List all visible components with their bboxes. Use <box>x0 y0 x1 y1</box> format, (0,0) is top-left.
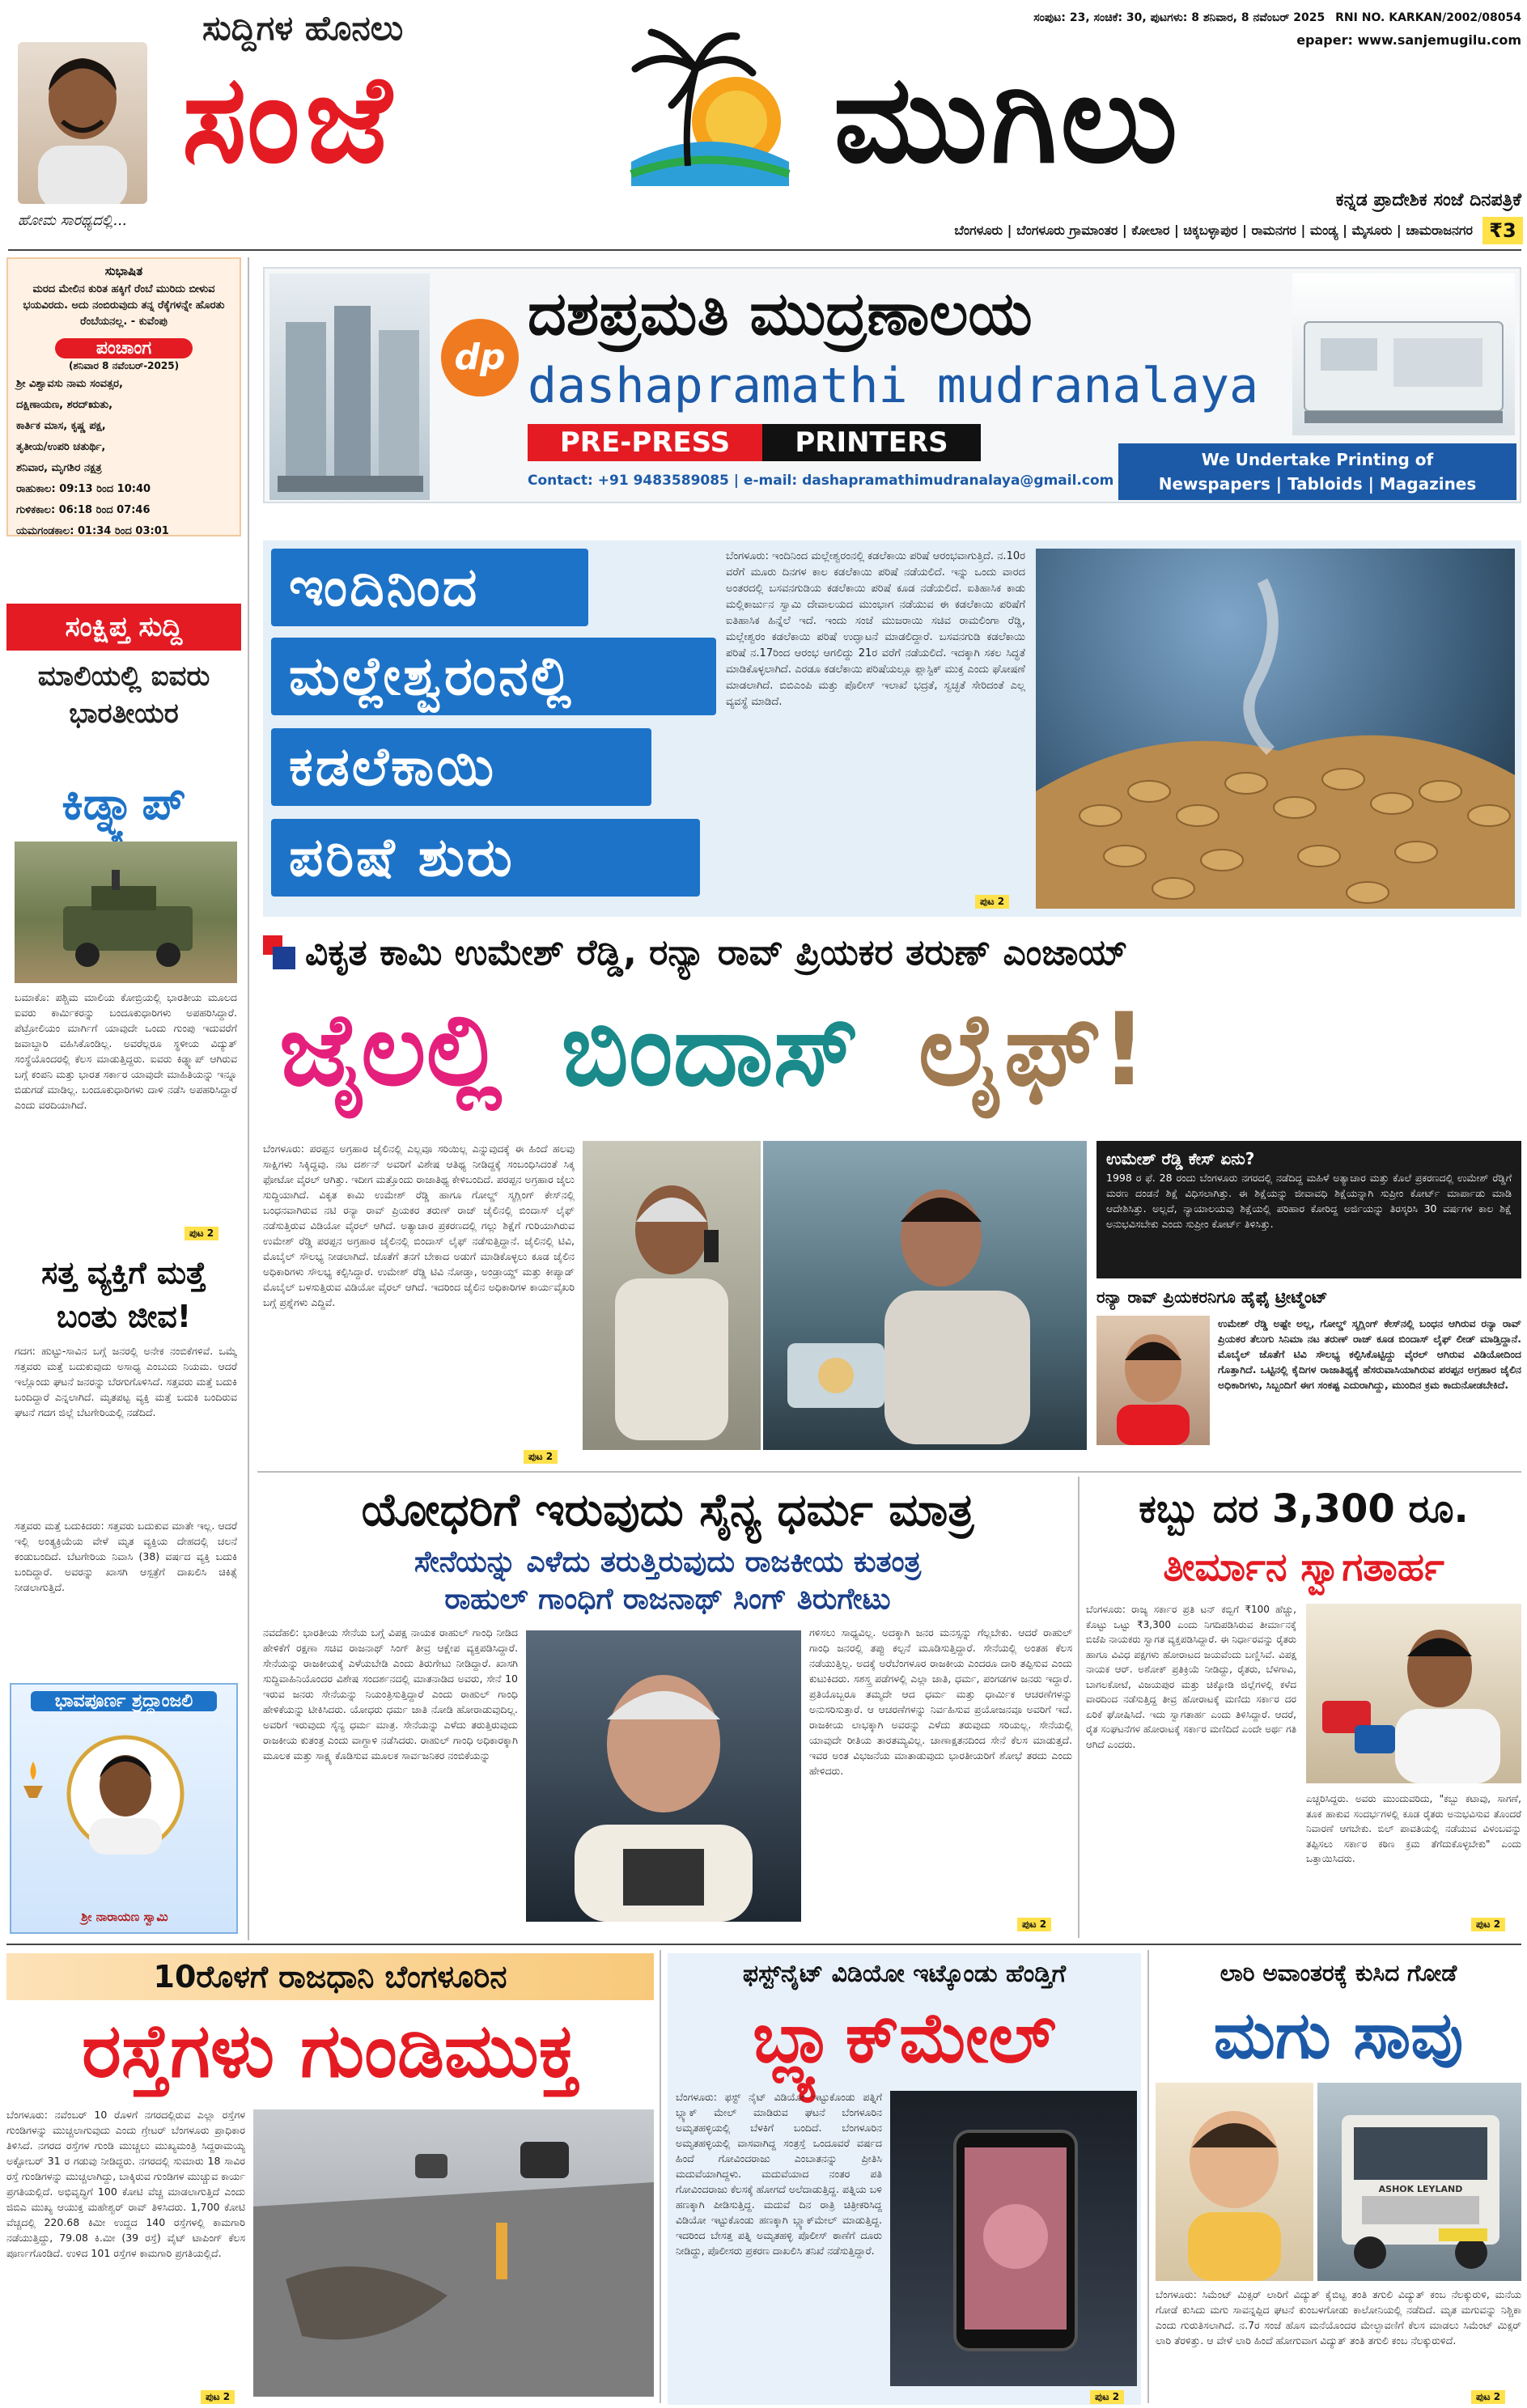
brief1-photo <box>15 842 237 983</box>
case-box-text: 1998 ರ ಫೆ. 28 ರಂದು ಬೆಂಗಳೂರು ನಗರದಲ್ಲಿ ನಡೆದಿದ್ದ ಮಹಿಳೆ ಅತ್ಯಾಚಾರ ಮತ್ತು ಕೊಲೆ ಪ್ರಕರಣದಲ್ಲಿ ಉಮೇಶ್ ರೆಡ್ಡಿಗೆ ಮರಣ ದಂಡನೆ ಶಿಕ್ಷೆ ವಿಧಿಸಲಾಗಿತ್ತು. ಈ ಶಿಕ್ಷೆಯನ್ನು ಜೀವಾವಧಿ ಶಿಕ್ಷೆಯನ್ನಾಗಿ ಸುಪ್ರೀಂ ಕೋರ್ಟ್ ಮಾರ್ಪಾಡು ಮಾಡಿ ಆದೇಶಿಸಿತ್ತು. ಅಲ್ಲದೆ, ನ್ಯಾಯಾಲಯವು ಶಿಕ್ಷೆಯಲ್ಲಿ ಪರಿಹಾರ ಕೋರಿದ್ದ ಅರ್ಜಿಯನ್ನು ತಿರಸ್ಕರಿಸಿ 30 ವರ್ಷಗಳ ಕಾಲ ಶಿಕ್ಷೆ ಅನುಭವಿಸಬೇಕು ಎಂದು ಸುಪ್ರೀಂ ಕೋರ್ಟ್ ತಿಳಿಸಿತ್ತು. <box>1106 1172 1512 1230</box>
brief-news-title: ಸಂಕ್ಷಿಪ್ತ ಸುದ್ದಿ <box>6 604 241 651</box>
rajnath-subhead-2: ರಾಹುಲ್ ಗಾಂಧಿಗೆ ರಾಜನಾಥ್ ಸಿಂಗ್ ತಿರುಗೇಟು <box>444 1583 891 1616</box>
editor-signature: ಹೋಮ ಸಾರಥ್ಯದಲ್ಲಿ... <box>18 212 127 229</box>
jail-photo-left <box>583 1141 761 1450</box>
panchanga-item: ಶನಿವಾರ, ಮೃಗಶಿರ ನಕ್ಷತ್ರ <box>16 462 102 474</box>
digital-press-icon <box>1292 273 1515 435</box>
story-sugarcane <box>1086 1481 1521 1934</box>
printing-ad[interactable] <box>263 267 1521 503</box>
subhashita-title: ಸುಭಾಷಿತ <box>104 264 143 278</box>
sidebar-divider <box>248 257 249 1940</box>
jail-continued[interactable]: ಪುಟ 2 <box>524 1450 558 1464</box>
divider-story6-7 <box>1147 1950 1149 2403</box>
headline-square-icon <box>263 935 297 969</box>
story1-continued[interactable]: ಪುಟ 2 <box>975 895 1009 909</box>
rajnath-subhead-1: ಸೇನೆಯನ್ನು ಎಳೆದು ತರುತ್ತಿರುವುದು ರಾಜಕೀಯ ಕುತಂತ್ರ <box>414 1545 922 1579</box>
blackmail-kicker: ಫಸ್ಟ್‌ನೈಟ್ ವಿಡಿಯೋ ಇಟ್ಕೊಂಡು ಹೆಂಡ್ತಿಗೆ <box>742 1960 1067 1988</box>
rni-number: RNI NO. KARKAN/2002/08054 <box>1335 11 1521 24</box>
ranya-subhead: ರನ್ಯಾ ರಾವ್ ಪ್ರಿಯಕರನಿಗೂ ಹೈಫೈ ಟ್ರೀಟ್ಮೆಂಟ್ <box>1096 1287 1328 1307</box>
brief2-text-more: ಸತ್ತವರು ಮತ್ತೆ ಬದುಕಿದರು: ಸತ್ತವರು ಬದುಕುವ ಮಾತೇ ಇಲ್ಲ. ಆದರೆ ಇಲ್ಲಿ ಅಂತ್ಯಕ್ರಿಯೆಯ ವೇಳೆ ಮೃತ ವ್ಯಕ್ತಿಯ ದೇಹದಲ್ಲಿ ಚಲನೆ ಕಂಡುಬಂದಿದೆ. ಬೆಟಗೇರಿಯ ನಿವಾಸಿ (38) ವರ್ಷದ ವ್ಯಕ್ತಿ ಬದುಕಿ ಬಂದಿದ್ದಾರೆ. ಅವರನ್ನು ಖಾಸಗಿ ಆಸ್ಪತ್ರೆಗೆ ದಾಖಲಿಸಿ ಚಿಕಿತ್ಸೆ ನೀಡಲಾಗುತ್ತಿದೆ. <box>15 1520 237 1593</box>
inmate-cooking-icon <box>763 1141 1087 1450</box>
palm-sun-logo-icon <box>615 24 801 194</box>
price-badge: ₹3 <box>1482 217 1523 244</box>
printing-press-icon <box>269 273 430 500</box>
tribute-name: ಶ್ರೀ ನಾರಾಯಣ ಸ್ವಾಮಿ <box>81 1910 168 1924</box>
panchanga-title: ಪಂಚಾಂಗ <box>55 338 193 358</box>
divider-bottom <box>6 1944 1521 1945</box>
panchanga-item: ಕಾರ್ತಿಕ ಮಾಸ, ಕೃಷ್ಣ ಪಕ್ಷ, <box>16 420 106 432</box>
coverage-places: ಬೆಂಗಳೂರು | ಬೆಂಗಳೂರು ಗ್ರಾಮಾಂತರ | ಕೋಲಾರ | ಚಿಕ್ಕಬಳ್ಳಾಪುರ | ರಾಮನಗರ | ಮಂಡ್ಯ | ಮೈಸೂರು | ಚಾಮರಾಜನಗರ <box>954 223 1473 238</box>
brief1-text: ಬಮಾಕೊ: ಪಶ್ಚಿಮ ಮಾಲಿಯ ಕೋಬ್ರಿಯಲ್ಲಿ ಭಾರತೀಯ ಮೂಲದ ಐವರು ಕಾರ್ಮಿಕರನ್ನು ಬಂದೂಕುಧಾರಿಗಳು ಅಪಹರಿಸಿದ್ದಾರೆ. ಪೆಟ್ರೋಲಿಯಂ ಮಾರ್ಗಿಗೆ ಯಾವುದೇ ಒಂದು ಗುಂಪು ಇದುವರೆಗೆ ಜವಾಬ್ದಾರಿ ವಹಿಸಿಕೊಂಡಿಲ್ಲ. ಅವರೆಲ್ಲರೂ ಸ್ಥಳೀಯ ವಿದ್ಯುತ್ ಸಂಸ್ಥೆಯೊಂದರಲ್ಲಿ ಕೆಲಸ ಮಾಡುತ್ತಿದ್ದರು. ಐವರು ಕಿಡ್ನ್ಯಾಪ್ ಆಗಿರುವ ಬಗ್ಗೆ ಕಂಪನಿ ಮತ್ತು ಭಾರತ ಸರ್ಕಾರ ಯಾವುದೇ ಮಾಹಿತಿಯನ್ನು ಇನ್ನೂ ಬಿಡುಗಡೆ ಮಾಡಿಲ್ಲ. ಬಂದೂಕುಧಾರಿಗಳು ದಾಳಿ ನಡೆಸಿ ಅಪಹರಿಸಿದ್ದಾರೆ ಎಂದು ವರದಿಯಾಗಿದೆ. <box>15 991 237 1111</box>
roads-kicker: 10ರೊಳಗೆ ರಾಜಧಾನಿ ಬೆಂಗಳೂರಿನ <box>6 1953 654 2000</box>
case-box-title: ಉಮೇಶ್ ರೆಡ್ಡಿ ಕೇಸ್ ಏನು? <box>1106 1149 1255 1168</box>
sugarcane-headline-2: ತೀರ್ಮಾನ ಸ್ವಾಗತಾರ್ಹ <box>1163 1545 1444 1590</box>
panchanga-item: ದಕ್ಷಿಣಾಯಣ, ಶರದ್ಋತು, <box>16 399 113 411</box>
blackmail-text: ಬೆಂಗಳೂರು: ಫಸ್ಟ್ ನೈಟ್ ವಿಡಿಯೋ ಇಟ್ಟುಕೊಂಡು ಪತ್ನಿಗೆ ಬ್ಲ್ಯಾಕ್ ಮೇಲ್ ಮಾಡಿರುವ ಘಟನೆ ಬೆಂಗಳೂರಿನ ಅಮೃತಹಳ್ಳಿಯಲ್ಲಿ ಬೆಳಕಿಗೆ ಬಂದಿದೆ. ಬೆಂಗಳೂರಿನ ಅಮೃತಹಳ್ಳಿಯಲ್ಲಿ ವಾಸವಾಗಿದ್ದ ಸಂತ್ರಸ್ತೆ ಒಂದೂವರೆ ವರ್ಷದ ಹಿಂದೆ ಗೋವಿಂದರಾಜು ಎಂಬಾತನನ್ನು ಪ್ರೀತಿಸಿ ಮದುವೆಯಾಗಿದ್ದಳು. ಮದುವೆಯಾದ ನಂತರ ಪತಿ ಗೋವಿಂದರಾಜು ಕೆಲಸಕ್ಕೆ ಹೋಗದೆ ಅಲೆದಾಡುತ್ತಿದ್ದ. ಪತ್ನಿಯ ಬಳಿ ಹಣಕ್ಕಾಗಿ ಪೀಡಿಸುತ್ತಿದ್ದ. ಮದುವೆ ದಿನ ರಾತ್ರಿ ಚಿತ್ರೀಕರಿಸಿದ್ದ ವಿಡಿಯೋ ಇಟ್ಟುಕೊಂಡು ಹಣಕ್ಕಾಗಿ ಬ್ಲ್ಯಾಕ್‌ಮೇಲ್ ಮಾಡುತ್ತಿದ್ದ. ಇದರಿಂದ ಬೇಸತ್ತ ಪತ್ನಿ ಅಮೃತಹಳ್ಳಿ ಪೊಲೀಸ್ ಠಾಣೆಗೆ ದೂರು ನೀಡಿದ್ದು, ಪೊಲೀಸರು ಪ್ರಕರಣ ದಾಖಲಿಸಿ ತನಿಖೆ ನಡೆಸುತ್ತಿದ್ದಾರೆ. <box>676 2091 882 2257</box>
child-headline: ಮಗು ಸಾವು <box>1213 1998 1464 2073</box>
brief1-headline-small: ಮಾಲಿಯಲ್ಲಿ ಐವರು ಭಾರತೀಯರ <box>37 660 210 730</box>
panchanga-item: ಶ್ರೀ ವಿಶ್ವಾವಸು ನಾಮ ಸಂವತ್ಸರ, <box>16 378 123 390</box>
editor-portrait-icon <box>18 42 147 204</box>
headline-line-3: ಕಡಲೆಕಾಯಿ <box>271 728 651 806</box>
ad-contact[interactable]: Contact: +91 9483589085 | e-mail: dashapramathimudranalaya@gmail.com <box>528 473 1114 489</box>
rajnath-text-left: ನವದೆಹಲಿ: ಭಾರತೀಯ ಸೇನೆಯ ಬಗ್ಗೆ ವಿಪಕ್ಷ ನಾಯಕ ರಾಹುಲ್ ಗಾಂಧಿ ನೀಡಿದ ಹೇಳಿಕೆಗೆ ರಕ್ಷಣಾ ಸಚಿವ ರಾಜನಾಥ್ ಸಿಂಗ್ ತೀವ್ರ ಆಕ್ಷೇಪ ವ್ಯಕ್ತಪಡಿಸಿದ್ದಾರೆ. ಸೇನೆಯನ್ನು ರಾಜಕೀಯಕ್ಕೆ ಎಳೆಯಬೇಡಿ ಎಂದು ತಿರುಗೇಟು ನೀಡಿದ್ದಾರೆ. ಖಾಸಗಿ ಸುದ್ದಿವಾಹಿನಿಯೊಂದರ ವಿಶೇಷ ಸಂದರ್ಶನದಲ್ಲಿ ಮಾತನಾಡಿದ ಅವರು, ಸೇನೆ 10 ಇರುವ ಜನರು ಸೇನೆಯನ್ನು ನಿಯಂತ್ರಿಸುತ್ತಿದ್ದಾರೆ ಎಂದು ರಾಹುಲ್ ಗಾಂಧಿ ಹೇಳಿಕೆಯನ್ನು ಟೀಕಿಸಿದರು. ಯೋಧರು ಧರ್ಮ ಜಾತಿ ನೋಡಿ ಹೋರಾಡುವುದಿಲ್ಲ. ಅವರಿಗೆ ಇರುವುದು ಸೈನ್ಯ ಧರ್ಮ ಮಾತ್ರ. ಸೇನೆಯನ್ನು ಎಳೆದು ತರುತ್ತಿರುವುದು ರಾಜಕೀಯ ಕುತಂತ್ರ ಎಂದು ವಾಗ್ದಾಳಿ ನಡೆಸಿದರು. ರಾಹುಲ್ ಗಾಂಧಿ ಅಧಿಕಾರಕ್ಕಾಗಿ ಮೂಲಕ ಮತ್ತು ಸಾಕ್ಷ್ಯ ಕೊಡಿಸುವ ಮೂಲಕ ಸಾರ್ವಜನಿಕರ ನಂಬಿಕೆಯನ್ನು <box>263 1626 518 1761</box>
story-roads <box>6 1953 654 2405</box>
jail-photo-right <box>763 1141 1087 1450</box>
sidebar <box>6 257 241 1940</box>
jail-headline <box>279 986 1517 1115</box>
pothole-road-icon <box>253 2109 654 2397</box>
child-continued[interactable]: ಪುಟ 2 <box>1471 2390 1505 2404</box>
masthead-title-left: ಸಂಜೆ <box>182 49 397 190</box>
divider-story5-6 <box>660 1950 661 2403</box>
story-blackmail <box>668 1953 1141 2405</box>
groundnut-photo <box>1036 549 1515 909</box>
actor-portrait-icon <box>1096 1316 1210 1445</box>
epaper-url[interactable]: epaper: www.sanjemugilu.com <box>1296 32 1521 48</box>
leader-press-icon <box>1306 1604 1521 1783</box>
military-vehicle-icon <box>15 842 237 983</box>
masthead-subtitle: ಕನ್ನಡ ಪ್ರಾದೇಶಿಕ ಸಂಜೆ ದಿನಪತ್ರಿಕೆ <box>1335 190 1521 210</box>
panchanga-date: (ಶನಿವಾರ 8 ನವೆಂಬರ್-2025) <box>68 360 180 371</box>
jail-kicker: ವಿಕೃತ ಕಾಮಿ ಉಮೇಶ್ ರೆಡ್ಡಿ, ರನ್ಯಾ ರಾವ್ ಪ್ರಿಯಕರ ತರುಣ್ ಎಂಜಾಯ್ <box>305 932 1128 973</box>
sugarcane-text-right: ಎಚ್ಚರಿಸಿದ್ದರು. ಅವರು ಮುಂದುವರಿದು, "ಕಬ್ಬು ಕಟಾವು, ಸಾಗಣೆ, ತೂಕ ಹಾಕುವ ಸಂದರ್ಭಗಳಲ್ಲಿ ಕೂಡ ರೈತರು ಅನುಭವಿಸುವ ತೊಂದರೆ ನಿವಾರಣೆ ಆಗಬೇಕು. ಬಿಲ್ ಪಾವತಿಯಲ್ಲಿ ನಡೆಯುವ ವಿಳಂಬವನ್ನು ತಪ್ಪಿಸಲು ಸರ್ಕಾರ ಕಠಿಣ ಕ್ರಮ ತೆಗೆದುಕೊಳ್ಳಬೇಕು" ಎಂದು ಒತ್ತಾಯಿಸಿದರು. <box>1306 1793 1521 1864</box>
child-kicker: ಲಾರಿ ಅವಾಂತರಕ್ಕೆ ಕುಸಿದ ಗೋಡೆ <box>1219 1960 1457 1986</box>
tribute-ad <box>10 1683 238 1934</box>
child-text: ಬೆಂಗಳೂರು: ಸಿಮೆಂಟ್ ಮಿಕ್ಸರ್ ಲಾರಿಗೆ ವಿದ್ಯುತ್ ಕೈಬಿಟ್ಟ ತಂತಿ ತಗುಲಿ ವಿದ್ಯುತ್ ಕಂಬ ನೆಲಕ್ಕುರುಳಿ, ಮನೆಯ ಗೋಡೆ ಕುಸಿದು ಮಗು ಸಾವನ್ನಪ್ಪಿದ ಘಟನೆ ಕುಂಬಳಗೋಡು ಕಾಲೋನಿಯಲ್ಲಿ ನಡೆದಿದೆ. ಮೃತ ಮಗುವನ್ನು ನಿಶ್ಚಿಕಾ ಎಂದು ಗುರುತಿಸಲಾಗಿದೆ. ನ.7ರ ಸಂಜೆ ಹೊಸ ಮನೆಯೊಂದರ ಮೇಲ್ಛಾವಣಿಗೆ ಕೆಲಸ ಮಾಡಲು ಸಿಮೆಂಟ್ ಮಿಕ್ಸರ್ ಲಾರಿ ತೆರಳಿತ್ತು. ಆ ವೇಳೆ ಲಾರಿ ಹಿಂದೆ ಹೋಗುವಾಗ ವಿದ್ಯುತ್ ತಂತಿ ತಗುಲಿ ಕಂಬ ನೆಲಕ್ಕುರುಳಿದೆ. <box>1156 2288 1521 2347</box>
ad-logo <box>441 319 519 396</box>
brief2-headline: ಸತ್ತ ವ್ಯಕ್ತಿಗೆ ಮತ್ತೆ ಬಂತು ಜೀವ! <box>41 1255 206 1334</box>
ad-services-line2: Newspapers | Tabloids | Magazines <box>1158 474 1477 494</box>
jail-headline-part2: ಬಿಂದಾಸ್ <box>561 992 859 1109</box>
brief1-headline-big: ಕಿಡ್ನ್ಯಾಪ್ <box>62 778 186 830</box>
blackmail-continued[interactable]: ಪುಟ 2 <box>1090 2390 1124 2404</box>
smartphone-icon <box>890 2091 1137 2386</box>
sugarcane-text-left: ಬೆಂಗಳೂರು: ರಾಜ್ಯ ಸರ್ಕಾರ ಪ್ರತಿ ಟನ್ ಕಬ್ಬಿಗೆ ₹100 ಹೆಚ್ಚು, ಕೊಟ್ಟು ಒಟ್ಟು ₹3,300 ಎಂದು ನಿಗದಿಪಡಿಸಿರುವ ತೀರ್ಮಾನಕ್ಕೆ ಬಿಜೆಪಿ ನಾಯಕರು ಸ್ವಾಗತ ವ್ಯಕ್ತಪಡಿಸಿದ್ದಾರೆ. ಈ ನಿರ್ಧಾರವನ್ನು ರೈತರು ಹಾಗೂ ವಿವಿಧ ಪಕ್ಷಗಳು ಹೋರಾಟದ ಜಯವೆಂದು ಬಣ್ಣಿಸಿವೆ. ವಿಪಕ್ಷ ನಾಯಕ ಆರ್. ಅಶೋಕ್ ಪ್ರತಿಕ್ರಿಯೆ ನೀಡಿದ್ದು, ರೈತರು, ಬೆಳಗಾವಿ, ಬಾಗಲಕೋಟೆ, ವಿಜಯಪುರ ಮತ್ತು ಚಿಕ್ಕೋಡಿ ಜಿಲ್ಲೆಗಳಲ್ಲಿ ಕಳೆದ ವಾರದಿಂದ ನಡೆಸುತ್ತಿದ್ದ ತೀವ್ರ ಹೋರಾಟಕ್ಕೆ ಮಣಿದು ಸರ್ಕಾರ ದರ ಏರಿಕೆ ಘೋಷಿಸಿದೆ. ಇದು ಸ್ವಾಗತಾರ್ಹ ಎಂದು ತಿಳಿಸಿದ್ದಾರೆ. ಆದರೆ, ರೈತ ಸಂಘಟನೆಗಳ ಹೋರಾಟಕ್ಕೆ ಸರ್ಕಾರ ಮಣಿದಿದೆ ಎಂದೇ ಅರ್ಥ ಗತಿ ಆಗಿದೆ ಎಂದರು. <box>1086 1604 1296 1750</box>
tarun-photo <box>1096 1316 1210 1445</box>
oil-lamp-icon <box>21 1757 45 1806</box>
minister-portrait-icon <box>526 1630 801 1922</box>
story-rajnath <box>263 1481 1072 1934</box>
masthead-title-right: ಮುಗಿಲು <box>833 49 1181 190</box>
blackmail-headline: ಬ್ಲ್ಯಾಕ್‌ಮೇಲ್ <box>753 1998 1056 2079</box>
editor-photo <box>18 42 147 204</box>
story-groundnut-fair <box>263 541 1521 917</box>
masthead <box>0 0 1527 249</box>
jail-headline-part1: ಜೈಲಲ್ಲಿ <box>279 992 503 1109</box>
roads-text: ಬೆಂಗಳೂರು: ನವೆಂಬರ್ 10 ರೊಳಗೆ ನಗರದಲ್ಲಿರುವ ಎಲ್ಲಾ ರಸ್ತೆಗಳ ಗುಂಡಿಗಳನ್ನು ಮುಚ್ಚಲಾಗುವುದು ಎಂದು ಗ್ರೇಟರ್ ಬೆಂಗಳೂರು ಪ್ರಾಧಿಕಾರ ತಿಳಿಸಿದೆ. ನಗರದ ರಸ್ತೆಗಳ ಗುಂಡಿ ಮುಚ್ಚಲು ಮುಖ್ಯಮಂತ್ರಿ ಸಿದ್ದರಾಮಯ್ಯ ಅಕ್ಟೋಬರ್ 31 ರ ಗಡುವು ನೀಡಿದ್ದರು. ನಗರದಲ್ಲಿ ಸುಮಾರು 18 ಸಾವಿರ ರಸ್ತೆ ಗುಂಡಿಗಳನ್ನು ಮುಚ್ಚಲಾಗಿದ್ದು, ಬಾಕ್ಕಿರುವ ಗುಂಡಿಗಳ ಮುಚ್ಚುವ ಕಾರ್ಯ ಪ್ರಗತಿಯಲ್ಲಿದೆ. ಅಭಿವೃದ್ಧಿಗೆ 100 ಕೋಟಿ ವೆಚ್ಚ ಮಾಡಲಾಗುತ್ತಿದೆ ಎಂದು ಜಿಬಿಎ ಮುಖ್ಯ ಆಯುಕ್ತ ಮಹೇಶ್ವರ್ ರಾವ್ ತಿಳಿಸಿದರು. 1,700 ಕೋಟಿ ವೆಚ್ಚದಲ್ಲಿ 220.68 ಕಿಮೀ ಉದ್ದದ 140 ರಸ್ತೆಗಳಲ್ಲಿ ಕಾಮಗಾರಿ ನಡೆಯುತ್ತಿದ್ದು, 79.08 ಕಿ.ಮೀ (39 ರಸ್ತೆ) ವೈಟ್ ಟಾಪಿಂಗ್ ಕೆಲಸ ಪೂರ್ಣಗೊಂಡಿದೆ. ಉಳಿದ 101 ರಸ್ತೆಗಳ ಕಾಮಗಾರಿ ಪ್ರಗತಿಯಲ್ಲಿದೆ. <box>6 2109 245 2259</box>
story-child-death <box>1156 1953 1521 2405</box>
ad-services-box <box>1118 443 1516 500</box>
masthead-tagline: ಸುದ್ದಿಗಳ ಹೊನಲು <box>202 8 404 48</box>
brief2-text: ಗದಗ: ಹುಟ್ಟು-ಸಾವಿನ ಬಗ್ಗೆ ಜನರಲ್ಲಿ ಅನೇಕ ನಂಬಿಕೆಗಳಿವೆ. ಒಮ್ಮೆ ಸತ್ತವರು ಮತ್ತೆ ಬದುಕುವುದು ಅಸಾಧ್ಯ ಎಂಬುದು ನಿಯಮ. ಆದರೆ ಇಲ್ಲೊಂದು ಘಟನೆ ಜನರನ್ನು ಬೆರಗುಗೊಳಿಸಿದೆ. ಸತ್ತವರು ಮತ್ತೆ ಬದುಕಿ ಬಂದಿದ್ದಾರೆ ಎನ್ನಲಾಗಿದೆ. ಮೃತಪಟ್ಟ ವ್ಯಕ್ತಿ ಮತ್ತೆ ಬದುಕಿ ಬಂದಿರುವ ಘಟನೆ ಗದಗ ಜಿಲ್ಲೆ ಬೆಟಗೇರಿಯಲ್ಲಿ ನಡೆದಿದೆ. <box>15 1345 237 1418</box>
press-machine-photo-left <box>269 273 430 500</box>
ad-name-english: dashapramathi mudranalaya <box>528 358 1259 414</box>
headline-line-4: ಪರಿಷೆ ಶುರು <box>271 819 700 897</box>
prisoner-portrait-icon <box>583 1141 761 1450</box>
headline-line-1: ಇಂದಿನಿಂದ <box>271 549 588 626</box>
tribute-ad-title: ಭಾವಪೂರ್ಣ ಶ್ರದ್ಧಾಂಜಲಿ <box>31 1691 217 1711</box>
jail-text: ಬೆಂಗಳೂರು: ಪರಪ್ಪನ ಅಗ್ರಹಾರ ಜೈಲಿನಲ್ಲಿ ಎಲ್ಲವೂ ಸರಿಯಿಲ್ಲ ಎನ್ನುವುದಕ್ಕೆ ಈ ಹಿಂದೆ ಹಲವು ಸಾಕ್ಷಿಗಳು ಸಿಕ್ಕಿದ್ದವು. ನಟ ದರ್ಶನ್ ಅವರಿಗೆ ವಿಶೇಷ ಆತಿಥ್ಯ ನೀಡಿದ್ದಕ್ಕೆ ಸಂಬಂಧಿಸಿದಂತೆ ಸಿಕ್ಕ ಫೋಟೋ ವೈರಲ್ ಆಗಿತ್ತು. ಇದೀಗ ಮತ್ತೊಂದು ರಾಜಾತಿಥ್ಯ ಕೇಳಿಬಂದಿದೆ. ಪರಪ್ಪನ ಅಗ್ರಹಾರ ಜೈಲು ಸುದ್ದಿಯಾಗಿದೆ. ವಿಕೃತ ಕಾಮಿ ಉಮೇಶ್ ರೆಡ್ಡಿ ಹಾಗೂ ಗೋಲ್ಡ್ ಸ್ಮಗ್ಲಿಂಗ್ ಕೇಸ್‌ನಲ್ಲಿ ಬಂಧನವಾಗಿರುವ ನಟಿ ರನ್ಯಾ ರಾವ್ ಪ್ರಿಯಕರ ತರುಣ್ ರಾಜ್ ಜೈಲಿನಲ್ಲಿ ಬಿಂದಾಸ್ ಲೈಫ್ ನಡೆಸುತ್ತಿರುವ ವಿಡಿಯೋ ವೈರಲ್ ಆಗಿದೆ. ಅತ್ಯಾಚಾರ ಪ್ರಕರಣದಲ್ಲಿ ಗಲ್ಲು ಶಿಕ್ಷೆಗೆ ಗುರಿಯಾಗಿರುವ ಉಮೇಶ್ ರೆಡ್ಡಿ ಪರಪ್ಪನ ಅಗ್ರಹಾರ ಜೈಲಿನಲ್ಲಿ ಬಿಂದಾಸ್ ಲೈಫ್ ನಡೆಸುತ್ತಿದ್ದಾನೆ. ಜೈಲಿನಲ್ಲಿ ಟಿವಿ, ಮೊಬೈಲ್ ಸೌಲಭ್ಯ ನೀಡಲಾಗಿದೆ. ಜೊತೆಗೆ ತನಗೆ ಬೇಕಾದ ಅಡುಗೆ ಮಾಡಿಕೊಳ್ಳಲು ಕೂಡ ಜೈಲಿನ ಅಧಿಕಾರಿಗಳು ಸೌಲಭ್ಯ ಕಲ್ಪಿಸಿದ್ದಾರೆ. ಉಮೇಶ್ ರೆಡ್ಡಿ ಟಿವಿ ನೋಡ್ತಾ, ಅಂಡ್ರಾಯ್ಡ್ ಮತ್ತು ಕೀಪ್ಯಾಡ್ ಮೊಬೈಲ್ ಬಳಸುತ್ತಿರುವ ವಿಡಿಯೋ ವೈರಲ್ ಆಗಿದೆ. ಇದರಿಂದ ಜೈಲಿನ ಅಧಿಕಾರಿಗಳ ಕಾರ್ಯವೈಖರಿ ಬಗ್ಗೆ ಪ್ರಶ್ನೆಗಳು ಎದ್ದಿವೆ. <box>263 1143 575 1308</box>
ad-prepress-label: PRE-PRESS <box>528 424 762 461</box>
brief1-continued[interactable]: ಪುಟ 2 <box>185 1227 218 1240</box>
rajnath-continued[interactable]: ಪುಟ 2 <box>1017 1918 1051 1931</box>
masthead-divider <box>8 249 1521 251</box>
jail-headline-part3: ಲೈಫ್! <box>918 992 1147 1109</box>
ad-logo-text: dp <box>454 337 506 378</box>
child-portrait-icon <box>1156 2083 1313 2281</box>
pothole-photo <box>253 2109 654 2397</box>
story-jail <box>263 929 1521 1463</box>
headline-line-2: ಮಲ್ಲೇಶ್ವರಂನಲ್ಲಿ <box>271 638 716 715</box>
issue-info <box>931 11 1521 24</box>
divider-mid <box>257 1471 1521 1473</box>
rajnath-text-right: ಗಳಿಸಲು ಸಾಧ್ಯವಿಲ್ಲ. ಅದಕ್ಕಾಗಿ ಜನರ ಮನಸ್ಸನ್ನು ಗೆಲ್ಲಬೇಕು. ಆದರೆ ರಾಹುಲ್ ಗಾಂಧಿ ಜನರಲ್ಲಿ ತಪ್ಪು ಕಲ್ಪನೆ ಮೂಡಿಸುತ್ತಿದ್ದಾರೆ. ಸೇನೆಯಲ್ಲಿ ಅಂತಹ ಕೆಲಸ ನಡೆಯುತ್ತಿಲ್ಲ. ಅದಕ್ಕೆ ಅರೆಬೆಂಗಳೂರ ರಾಜಕೀಯ ಎಂದರೂ ದಾರಿ ತಪ್ಪಿಸುವ ಎಂದು ಕುಟುಕಿದರು. ಸಶಸ್ತ್ರ ಪಡೆಗಳಲ್ಲಿ ಎಲ್ಲಾ ಜಾತಿ, ಧರ್ಮ, ಪಂಗಡಗಳ ಜನರು ಇದ್ದಾರೆ. ಪ್ರತಿಯೊಬ್ಬರೂ ತಮ್ಮದೇ ಆದ ಧರ್ಮ ಮತ್ತು ಧಾರ್ಮಿಕ ಆಚರಣೆಗಳನ್ನು ಅನುಸರಿಸುತ್ತಾರೆ. ಆ ಆಚರಣೆಗಳನ್ನು ನಿರ್ವಹಿಸುವ ಪ್ರಯೋಜನವೂ ಅವರಿಗೆ ಇದೆ. ರಾಜಕೀಯ ಲಾಭಕ್ಕಾಗಿ ಅವರನ್ನು ಎಳೆದು ತರುವುದು ಸರಿಯಲ್ಲ. ಸೇನೆಯಲ್ಲಿ ಯಾವುದೇ ರೀತಿಯ ತಾರತಮ್ಯವಿಲ್ಲ. ಚಾಣಾಕ್ಷತನದಿಂದ ಸೇನೆ ಕೆಲಸ ಮಾಡುತ್ತದೆ. ಇವರ ಅಂತ ವಿಭಜನೆಯ ಮಾತಾಡುವುದು ಭಾರತೀಯರಿಗೆ ಶೋಭೆ ತರದು ಎಂದು ಹೇಳಿದರು. <box>809 1626 1072 1777</box>
child-photo <box>1156 2083 1313 2281</box>
tribute-portrait-icon <box>65 1733 186 1879</box>
truck-icon <box>1317 2083 1521 2281</box>
panchanga-list <box>8 372 240 544</box>
ad-services-line1: We Undertake Printing of <box>1201 450 1434 469</box>
blackmail-photo <box>890 2091 1137 2386</box>
groundnut-pile-icon <box>1036 549 1515 909</box>
ad-printers-label: PRINTERS <box>762 424 981 461</box>
ad-name-kannada: ದಶಪ್ರಮತಿ ಮುದ್ರಣಾಲಯ <box>528 279 1033 349</box>
story1-text: ಬೆಂಗಳೂರು: ಇಂದಿನಿಂದ ಮಲ್ಲೇಶ್ವರಂನಲ್ಲಿ ಕಡಲೆಕಾಯಿ ಪರಿಷೆ ಆರಂಭವಾಗುತ್ತಿದೆ. ನ.10ರ ವರೆಗೆ ಮೂರು ದಿನಗಳ ಕಾಲ ಕಡಲೆಕಾಯಿ ಪರಿಷೆ ನಡೆಯಲಿದೆ. ಇನ್ನು ಒಂದು ವಾರದ ಅಂತರದಲ್ಲಿ ಬಸವನಗುಡಿಯ ಕಡಲೆಕಾಯಿ ಪರಿಷೆ ಕೂಡ ನಡೆಯಲಿದೆ. ಐತಿಹಾಸಿಕ ಕಾಡು ಮಲ್ಲಿಕಾರ್ಜುನ ಸ್ವಾಮಿ ದೇವಾಲಯದ ಮುಂಭಾಗ ನಡೆಯುವ ಈ ಕಡಲೆಕಾಯಿ ಪರಿಷೆಗೆ ಐತಿಹಾಸಿಕ ಹಿನ್ನೆಲೆ ಇದೆ. ಇಂದು ಸಂಜೆ ಮುಜರಾಯಿ ಸಚಿವ ರಾಮಲಿಂಗಾ ರೆಡ್ಡಿ, ಮಲ್ಲೇಶ್ವರಂ ಕಡಲೆಕಾಯಿ ಪರಿಷೆ ಉದ್ಘಾಟನೆ ಮಾಡಲಿದ್ದಾರೆ. ಬಸವನಗುಡಿ ಕಡಲೆಕಾಯಿ ಪರಿಷೆ ನ.17ರಿಂದ ಆರಂಭ ಆಗಲಿದ್ದು 21ರ ವರೆಗೆ ನಡೆಯಲಿದೆ. ಇದಕ್ಕಾಗಿ ಸಕಲ ಸಿದ್ಧತೆ ಮಾಡಿಕೊಳ್ಳಲಾಗಿದೆ. ಎರಡೂ ಕಡಲೆಕಾಯಿ ಪರಿಷೆಯಲ್ಲೂ ಪ್ಲಾಸ್ಟಿಕ್ ಮುಕ್ತ ಎಂದು ಘೋಷಣೆ ಮಾಡಲಾಗಿದೆ. ಬಿಬಿಎಂಪಿ ಮತ್ತು ಪೊಲೀಸ್ ಇಲಾಖೆ ಭದ್ರತೆ, ಸ್ವಚ್ಛತೆ ಸೇರಿದಂತೆ ಎಲ್ಲ ವ್ಯವಸ್ಥೆ ಮಾಡಿದೆ. <box>726 550 1025 708</box>
press-machine-photo-right <box>1292 273 1515 435</box>
rajnath-headline: ಯೋಧರಿಗೆ ಇರುವುದು ಸೈನ್ಯ ಧರ್ಮ ಮಾತ್ರ <box>361 1484 974 1537</box>
yamagandakala: ಯಮಗಂಡಕಾಲ: 01:34 ರಿಂದ 03:01 <box>16 525 169 537</box>
subhashita-text: ಮರದ ಮೇಲಿನ ಕುರಿತ ಹಕ್ಕಿಗೆ ರೆಂಬೆ ಮುರಿದು ಬೀಳುವ ಭಯವಿರದು. ಅದು ನಂಬಿರುವುದು ತನ್ನ ರೆಕ್ಕೆಗಳನ್ನೇ ಹೊರತು ರೆಂಬೆಯನಲ್ಲ. - ಕುವೆಂಪು <box>23 283 225 328</box>
subhashita-box <box>6 257 241 536</box>
rahukala: ರಾಹುಕಾಲ: 09:13 ರಿಂದ 10:40 <box>16 483 151 495</box>
case-box <box>1096 1141 1521 1278</box>
gulikakala: ಗುಳಿಕಕಾಲ: 06:18 ರಿಂದ 07:46 <box>16 504 151 516</box>
roads-headline: ರಸ್ತೆಗಳು ಗುಂಡಿಮುಕ್ತ <box>82 2007 579 2094</box>
roads-continued[interactable]: ಪುಟ 2 <box>201 2390 235 2404</box>
rajnath-photo <box>526 1630 801 1922</box>
ranya-text: ಉಮೇಶ್ ರೆಡ್ಡಿ ಅಷ್ಟೇ ಅಲ್ಲ, ಗೋಲ್ಡ್ ಸ್ಮಗ್ಲಿಂಗ್ ಕೇಸ್‌ನಲ್ಲಿ ಬಂಧನ ಆಗಿರುವ ರನ್ಯಾ ರಾವ್ ಪ್ರಿಯಕರ ತೆಲುಗು ಸಿನಿಮಾ ನಟ ತರುಣ್ ರಾಜ್ ಕೂಡ ಬಿಂದಾಸ್ ಲೈಫ್ ಲೀಡ್ ಮಾಡ್ತಿದ್ದಾನೆ. ಮೊಬೈಲ್ ಜೊತೆಗೆ ಟಿವಿ ಸೌಲಭ್ಯ ಕಲ್ಪಿಸಿಕೊಟ್ಟಿದ್ದು ವೈರಲ್ ಆಗಿರುವ ವಿಡಿಯೋದಿಂದ ಗೊತ್ತಾಗಿದೆ. ಒಟ್ಟಿನಲ್ಲಿ ಕೈದಿಗಳ ರಾಜಾತಿಥ್ಯಕ್ಕೆ ಹೆಸರುವಾಸಿಯಾಗಿರುವ ಪರಪ್ಪನ ಅಗ್ರಹಾರ ಜೈಲಿನ ಅಧಿಕಾರಿಗಳು, ಸಿಬ್ಬಂದಿಗೆ ಈಗ ಸಂಕಷ್ಟ ಎದುರಾಗಿದ್ದು, ಮುಂದಿನ ಕ್ರಮ ಕಾದುನೋಡಬೇಕಿದೆ. <box>1218 1317 1521 1391</box>
ashok-photo <box>1306 1604 1521 1783</box>
truck-photo <box>1317 2083 1521 2281</box>
sugarcane-continued[interactable]: ಪುಟ 2 <box>1471 1918 1505 1931</box>
panchanga-item: ತೃತೀಯ/ಉಪರಿ ಚತುರ್ಥಿ, <box>16 441 106 453</box>
divider-story3-4 <box>1078 1477 1080 1938</box>
sugarcane-headline-1: ಕಬ್ಬು ದರ 3,300 ರೂ. <box>1139 1486 1469 1532</box>
truck-brand-text: ASHOK LEYLAND <box>1378 2184 1463 2194</box>
issue-details: ಸಂಪುಟ: 23, ಸಂಚಿಕೆ: 30, ಪುಟಗಳು: 8 ಶನಿವಾರ, 8 ನವೆಂಬರ್ 2025 <box>1033 11 1326 24</box>
